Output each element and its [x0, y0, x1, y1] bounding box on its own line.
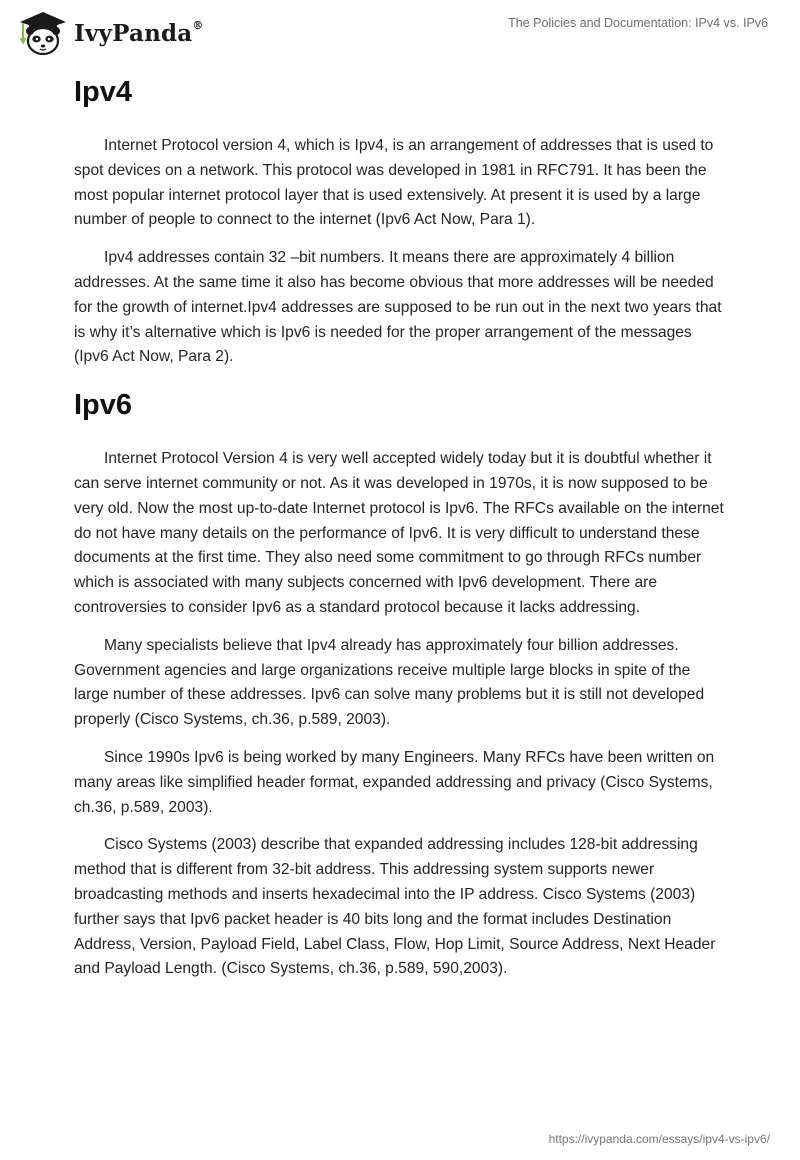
- page-header: [0, 0, 800, 64]
- article-body: [74, 70, 724, 995]
- footer-source-link[interactable]: https://ivypanda.com/essays/ipv4-vs-ipv6/: [548, 1132, 770, 1146]
- paragraph: Since 1990s Ipv6 is being worked by many Engineers. Many RFCs have been written on many areas like simplified header format, expanded addressing and privacy (Cisco Systems, ch.36, p.589, 2003).: [74, 748, 715, 816]
- brand-name: IvyPanda®: [74, 18, 204, 47]
- paragraph: Internet Protocol Version 4 is very well accepted widely today but it is doubtful whether it can serve internet community or not. As it was developed in 1970s, it is now supposed to be very old. Now the most up-to-date Internet protocol is Ipv6. The RFCs available on the internet do not have many details on the performance of Ipv6. It is very difficult to understand these documents at the first time. They also need some commitment to go through RFCs number which is associated with many subjects concerned with Ipv6 development. There are controversies to consider Ipv6 as a standard protocol because it lacks addressing.: [74, 450, 724, 616]
- paragraph: Many specialists believe that Ipv4 already has approximately four billion addresses. Government agencies and large organizations receive multiple large blocks in spite of the large number of these addresses. Ipv6 can solve many problems but it is still not developed properly (Cisco Systems, ch.36, p.589, 2003).: [74, 636, 705, 729]
- paragraph: Internet Protocol version 4, which is Ipv4, is an arrangement of addresses that is used to spot devices on a network. This protocol was developed in 1981 in RFC791. It has been the most popular internet protocol layer that is used extensively. At present it is used by a large number of people to connect to the internet (Ipv6 Act Now, Para 1).: [74, 137, 714, 229]
- section-heading-ipv6: Ipv6: [74, 389, 133, 422]
- paragraph: Cisco Systems (2003) describe that expanded addressing includes 128-bit addressing method that is different from 32-bit address. This addressing system supports newer broadcasting methods and inserts hexadecimal into the IP address. Cisco Systems (2003) further says that Ipv6 packet header is 40 bits long and the format includes Destination Address, Version, Payload Field, Label Class, Flow, Hop Limit, Source Address, Next Header and Payload Length. (Cisco Systems, ch.36, p.589, 590,2003).: [74, 836, 716, 978]
- document-title: The Policies and Documentation: IPv4 vs. IPv6: [508, 16, 768, 30]
- graduation-cap-panda-icon: [14, 8, 72, 58]
- section-heading-ipv4: Ipv4: [74, 76, 133, 108]
- paragraph: Ipv4 addresses contain 32 –bit numbers. It means there are approximately 4 billion addresses. At the same time it also has become obvious that more addresses will be needed for the growth of internet.Ipv4 addresses are supposed to be run out in the next two years that is why it’s alternative which is Ipv6 is needed for the proper arrangement of the messages (Ipv6 Act Now, Para 2).: [74, 249, 722, 366]
- brand-logo[interactable]: [14, 8, 204, 58]
